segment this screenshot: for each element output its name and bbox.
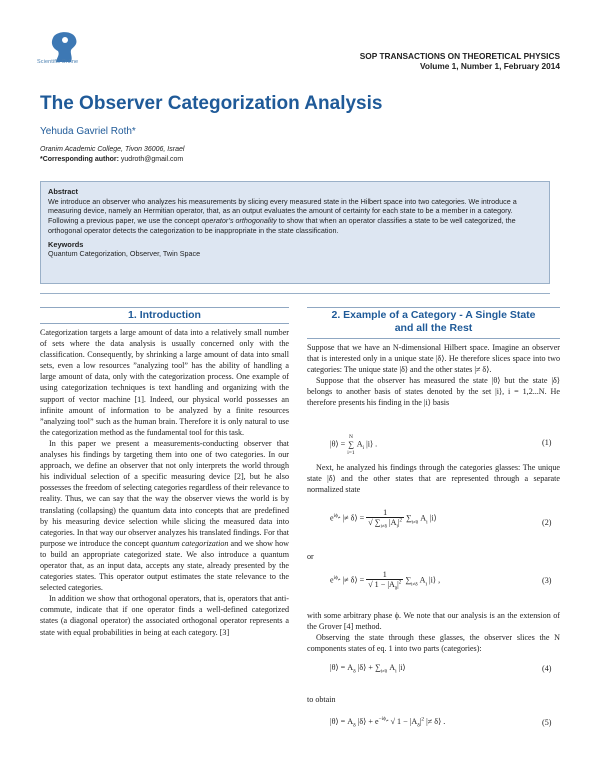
section2-paragraph-1-block <box>307 342 560 409</box>
abstract-text: We introduce an observer who analyzes his measurements by slicing every measured state in the Hilbert space into two categories. We introduce a measuring device, namely an Hermitian operator, that, as an output evaluates the amount of certainty for each state to be a member in a category. Following a previous paper, we use the concept operator’s orthogonality to show that when an operator classifies a state to be well categorized, the orthogonal operator detects the categorization to be inappropriate in the state classification. <box>48 196 517 235</box>
to-obtain-block <box>307 694 560 705</box>
section2-paragraph-5: Observing the state through these glasses, the observer slices the N components states of eq. 1 into two parts (categories): <box>307 633 560 654</box>
paper-title: The Observer Categorization Analysis <box>40 93 383 114</box>
or-text-block <box>307 551 560 562</box>
equation-3: $e^{i\phi_\ne}$ |≠ δ⟩ = $\frac{1}{√ 1 - |A_\delta|^2}$ $\sum_{i\ne\delta}$ $A_i$ |i⟩ , <box>330 570 441 592</box>
equation-2: $e^{i\phi_\ne}$ |≠ δ⟩ = $\frac{1}{√ \sum_{i\ne\delta} |A_i|^2}$ $\sum_{i\ne\delta}$ $A_i$ |i⟩ <box>330 508 437 530</box>
author-name: Yehuda Gavriel Roth* <box>40 126 136 137</box>
abstract-box <box>40 181 550 284</box>
equation-4-number: (4) <box>542 664 552 673</box>
section2-paragraph-4-block <box>307 610 560 654</box>
section2-paragraph-3: Next, he analyzed his findings through the categories glasses: The unique state |δ⟩ and the other states that are represented through a separate normalized state <box>307 463 560 495</box>
section1-rule-bottom <box>40 323 289 324</box>
journal-name: SOP TRANSACTIONS ON THEORETICAL PHYSICS <box>359 51 560 61</box>
equation-3-number: (3) <box>542 576 552 585</box>
section2-paragraph-3-block <box>307 462 560 495</box>
section2-paragraph-2: Suppose that the observer has measured the state |θ⟩ but the state |δ⟩ belongs to another basis of states denoted by the set |i⟩, i = 1,2...N. He therefore presents his finding in the |i⟩ basis <box>307 376 560 408</box>
to-obtain-text: to obtain <box>307 695 336 704</box>
keywords-heading: Keywords <box>48 239 84 249</box>
equation-1: |θ⟩ = N ∑ i=1 $A_i$ |i⟩ . <box>330 434 378 456</box>
journal-volume: Volume 1, Number 1, February 2014 <box>419 61 560 71</box>
or-text: or <box>307 552 314 561</box>
logo-text: Scientific Online <box>37 59 79 65</box>
equation-2-number: (2) <box>542 518 552 527</box>
equation-1-number: (1) <box>542 438 552 447</box>
section2-paragraph-1: Suppose that we have an N-dimensional Hilbert space. Imagine an observer that is interested only in a unique state |δ⟩. He therefore slices space into two categories: The unique state |δ⟩ and the other states |≠ δ⟩. <box>307 343 560 375</box>
section1-heading: 1. Introduction <box>128 309 201 321</box>
equation-4: |θ⟩ = $A_\delta$ |δ⟩ + $\sum_{i\ne\delta}$ $A_i$ |i⟩ <box>330 663 406 675</box>
corresponding-label: *Corresponding author: <box>40 155 119 163</box>
section1-body <box>40 327 289 638</box>
corresponding-email[interactable]: yudroth@gmail.com <box>120 155 184 163</box>
section2-heading: 2. Example of a Category - A Single State and all the Rest <box>331 309 536 334</box>
section1-paragraph-1: Categorization targets a large amount of data into a relatively small number of sets where the data analysis is usually concerned only with the classification. Consequently, by shrinking a large amount of data into small sets, even a low resources ”analyzing tool” has the ability of handling a large amount of data, only with the categorization process. One example of using categorization techniques is text handling and organizing with the support of vector machine [1]. Indeed, our physical world possesses an infinite amount of information to be analyzed by a finite resources ”analyzing tool” such as the human brain. Therefore it is only natural to use the categorization method as the fundamental tool for this task. <box>40 328 289 437</box>
section1-rule-top <box>40 307 289 308</box>
abstract-heading: Abstract <box>48 187 78 196</box>
equation-5-number: (5) <box>542 718 552 727</box>
section2-rule-top <box>307 307 560 308</box>
equation-5: |θ⟩ = $A_\delta$ |δ⟩ + $e^{-i\phi_\ne}$ √ $1 - |A_\delta|^2$ |≠ δ⟩ . <box>330 716 446 729</box>
section2-rule-bottom <box>307 338 560 339</box>
keywords-text: Quantum Categorization, Observer, Twin Space <box>48 249 201 259</box>
section1-paragraph-2: In this paper we present a measurements-conducting observer that analyses his findings by targeting them into one of two categories. In our approach, we define an observer that not only interprets the world through his individual selection of a specific measuring device [2], but he also possesses the freedom of selecting categories regardless of their relevance to reality. Thus, we can say that the way the observer views the world is by translating (collapsing) the quantum data into concepts that are predefined by his measuring device selection while slicing the measured data into categories. In that way our observer analyzes his translated findings. For that purpose we introduce the concept quantum categorization and we show how to build an appropriate categorized state. We also introduce a quantum operator that, as an input data, accepts any state, already presented by the categories states. This operator output estimates the state relevance to the selected categories. <box>40 438 289 593</box>
abstract-divider <box>40 293 550 294</box>
affiliation-block <box>40 145 184 164</box>
affiliation: Oranim Academic College, Tivon 36006, Israel <box>40 146 185 153</box>
journal-info <box>360 51 560 71</box>
section2-paragraph-4: with some arbitrary phase ϕ. We note that our analysis is an the extension of the Grover [4] method. <box>307 611 560 632</box>
section1-paragraph-3: In addition we show that orthogonal operators, that is, operators that anti-commute, indicate that if one operator finds a well-defined categorized states (a diagonal operator) the associated orthogonal operator represents a state with equal probabilities in being at each category. [3] <box>40 594 289 637</box>
